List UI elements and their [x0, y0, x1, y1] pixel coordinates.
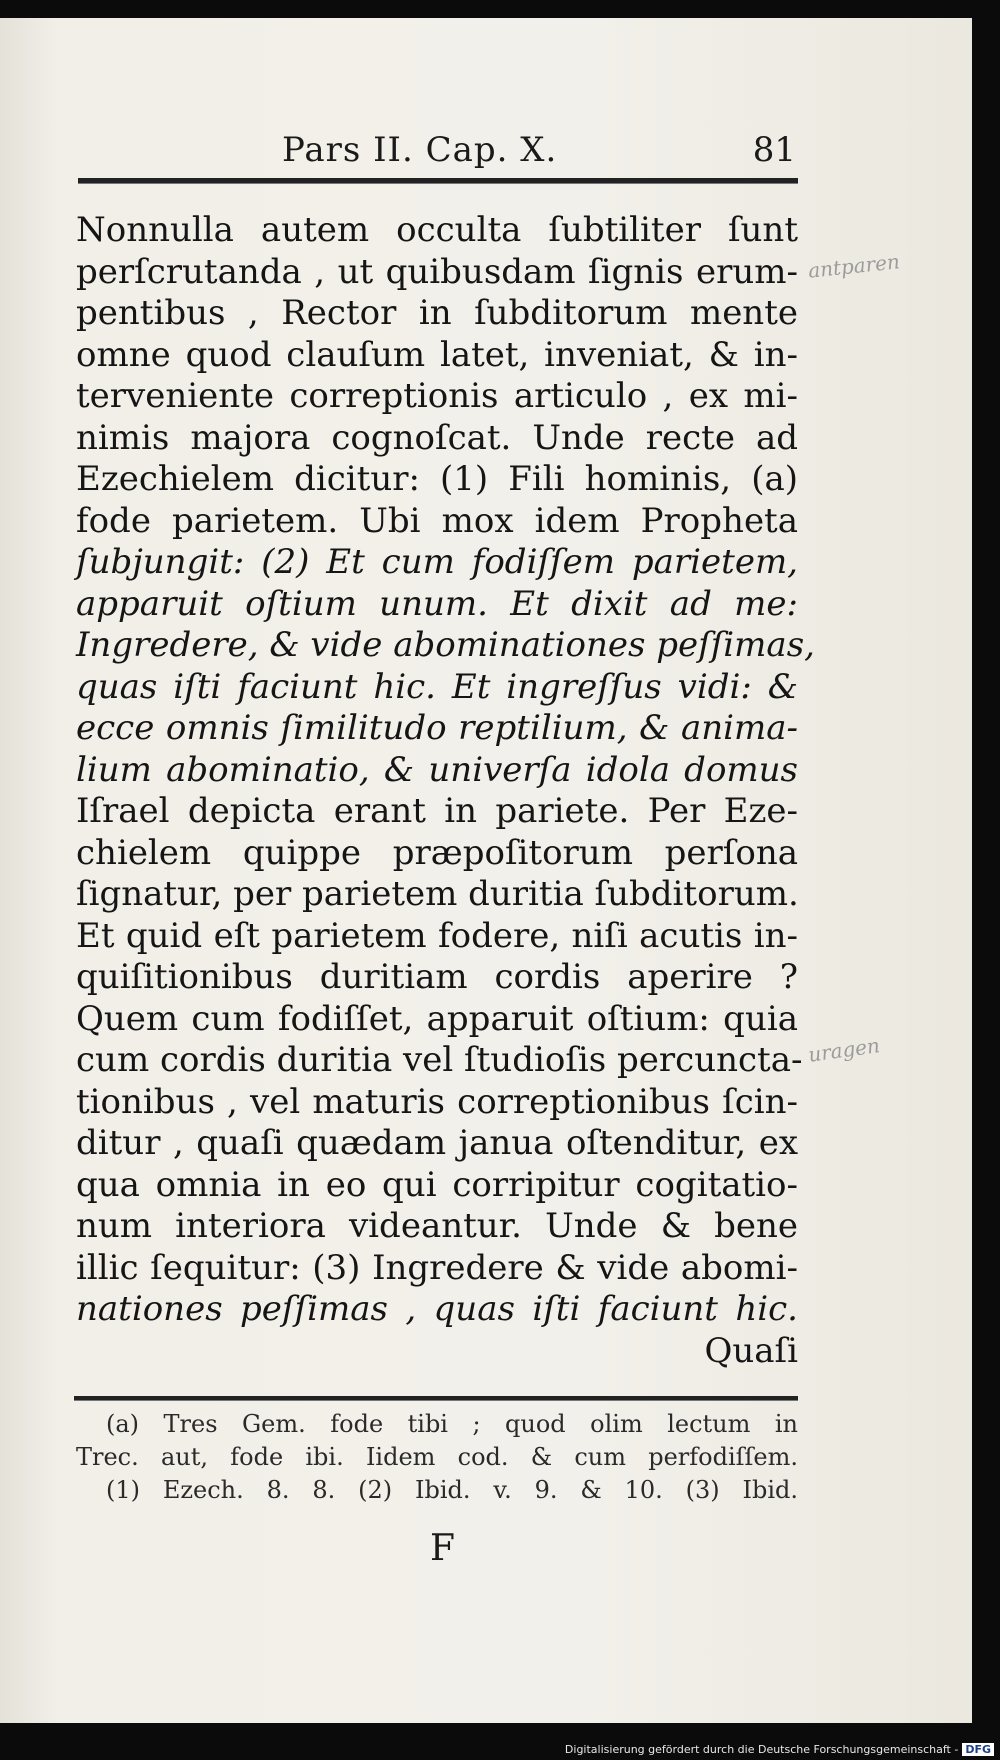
text-line: illic ſequitur: (3) Ingredere & vide abomi- [76, 1247, 798, 1288]
footnote-rule [74, 1396, 798, 1401]
text-line: pentibus , Rector in ſubditorum mente [76, 293, 798, 333]
credit-text: Digitalisierung gefördert durch die Deutsche Forschungsgemeinschaft - [564, 1743, 959, 1756]
text-line-italic: nationes peſſimas , quas iſti faciunt hic. [76, 1289, 798, 1329]
margin-annotation: uragen [806, 1033, 882, 1067]
running-title: Pars II. Cap. X. [282, 130, 558, 170]
text-line-italic: lium abominatio, & univerſa idola domus [76, 749, 798, 790]
text-line: omne quod clauſum latet, inveniat, & in- [76, 334, 798, 375]
margin-annotation: antparen [806, 249, 901, 283]
text-line: Iſrael depicta erant in pariete. Per Eze- [76, 791, 798, 831]
text-line: Quem cum fodiſſet, apparuit oſtium: quia [76, 998, 798, 1039]
text-line: quiſitionibus duritiam cordis aperire ? [76, 957, 798, 997]
text-line: chielem quippe præpoſitorum perſona [76, 832, 798, 873]
text-line-italic: ecce omnis ſimilitudo reptilium, & anima- [76, 708, 798, 748]
catchword: Quaſi [704, 1330, 798, 1371]
text-line: Nonnulla autem occulta ſubtiliter ſunt [76, 210, 798, 250]
text-line: qua omnia in eo qui corripitur cogitatio- [76, 1164, 798, 1205]
header-rule [78, 178, 798, 184]
text-line: ſignatur, per parietem duritia ſubditorum. [76, 874, 799, 914]
footnotes [76, 1408, 798, 1507]
text-line: nimis majora cognoſcat. Unde recte ad [76, 417, 798, 458]
text-line-italic: quas iſti faciunt hic. Et ingreſſus vidi: & [76, 666, 798, 707]
text-line: Et quid eſt parietem fodere, niſi acutis in- [76, 915, 798, 956]
text-line: Ezechielem dicitur: (1) Fili hominis, (a) [76, 459, 798, 499]
running-header [80, 130, 798, 180]
text-line: perſcrutanda , ut quibusdam ſignis erum- [76, 251, 798, 292]
text-line-italic: ſubjungit: (2) Et cum fodiſſem parietem, [76, 542, 798, 582]
text-line: num interiora videantur. Unde & bene [76, 1206, 798, 1246]
signature-mark: F [430, 1528, 455, 1569]
page-number: 81 [752, 130, 796, 170]
book-page [0, 18, 972, 1723]
footnote-line: (1) Ezech. 8. 8. (2) Ibid. v. 9. & 10. (3) Ibid. [106, 1476, 798, 1504]
text-line: terveniente correptionis articulo , ex mi- [76, 376, 798, 416]
text-line: fode parietem. Ubi mox idem Propheta [76, 500, 798, 541]
text-line: cum cordis duritia vel ſtudioſis percuncta- [76, 1040, 803, 1080]
text-line-italic: apparuit oſtium unum. Et dixit ad me: [76, 583, 798, 624]
text-line: tionibus , vel maturis correptionibus ſcin- [76, 1081, 798, 1122]
text-line: ditur , quaſi quædam janua oſtenditur, ex [76, 1123, 798, 1163]
main-text [76, 210, 815, 1372]
footnote-line: (a) Tres Gem. fode tibi ; quod olim lectum in [106, 1410, 798, 1438]
digitization-credit [565, 1743, 994, 1756]
footnote-line: Trec. aut, fode ibi. Iidem cod. & cum perfodiſſem. [76, 1443, 798, 1471]
text-line-italic: Ingredere, & vide abominationes peſſimas, [76, 625, 815, 665]
dfg-logo-badge: DFG [962, 1743, 994, 1756]
